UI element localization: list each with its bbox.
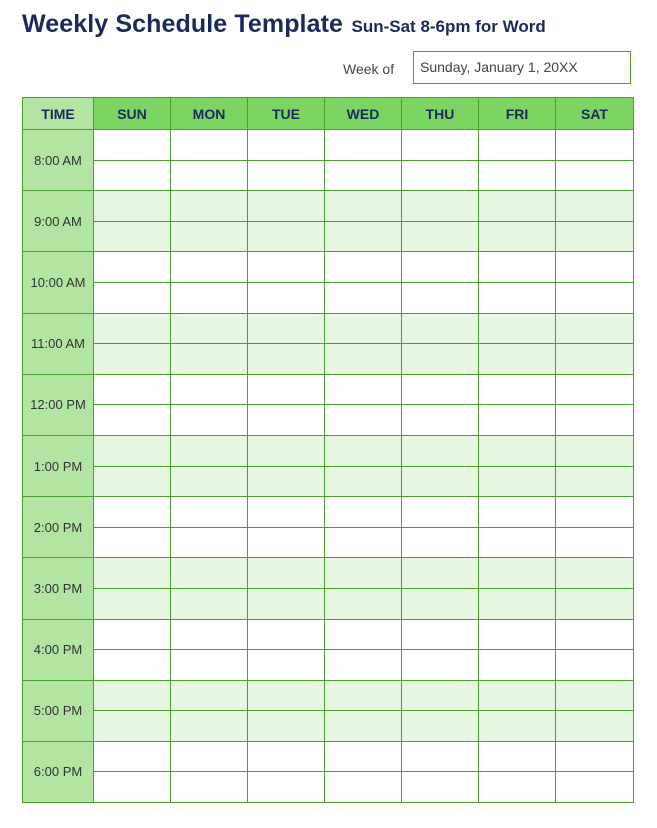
schedule-cell-sat[interactable] — [556, 741, 634, 772]
schedule-cell-wed[interactable] — [325, 221, 402, 252]
schedule-cell-sat[interactable] — [556, 772, 634, 803]
schedule-cell-tue[interactable] — [248, 711, 325, 742]
schedule-cell-sat[interactable] — [556, 558, 634, 589]
schedule-cell-wed[interactable] — [325, 558, 402, 589]
day-header-mon: MON — [171, 98, 248, 130]
schedule-cell-sun[interactable] — [94, 221, 171, 252]
schedule-cell-mon[interactable] — [171, 130, 248, 161]
schedule-cell-sun[interactable] — [94, 497, 171, 528]
time-slot-label: 4:00 PM — [23, 619, 94, 680]
schedule-row — [23, 711, 634, 742]
time-slot-label: 3:00 PM — [23, 558, 94, 619]
schedule-cell-tue[interactable] — [248, 313, 325, 344]
schedule-cell-thu[interactable] — [402, 435, 479, 466]
schedule-cell-thu[interactable] — [402, 711, 479, 742]
schedule-cell-sat[interactable] — [556, 160, 634, 191]
schedule-cell-wed[interactable] — [325, 405, 402, 436]
schedule-cell-mon[interactable] — [171, 619, 248, 650]
schedule-cell-fri[interactable] — [479, 191, 556, 222]
schedule-cell-sun[interactable] — [94, 130, 171, 161]
schedule-cell-fri[interactable] — [479, 435, 556, 466]
schedule-cell-sat[interactable] — [556, 130, 634, 161]
schedule-cell-fri[interactable] — [479, 252, 556, 283]
schedule-cell-tue[interactable] — [248, 130, 325, 161]
schedule-cell-fri[interactable] — [479, 558, 556, 589]
schedule-cell-sat[interactable] — [556, 466, 634, 497]
schedule-cell-tue[interactable] — [248, 650, 325, 681]
schedule-cell-thu[interactable] — [402, 313, 479, 344]
schedule-cell-fri[interactable] — [479, 772, 556, 803]
time-slot-label: 1:00 PM — [23, 435, 94, 496]
schedule-table — [22, 97, 634, 803]
schedule-cell-mon[interactable] — [171, 650, 248, 681]
time-slot-label: 6:00 PM — [23, 741, 94, 802]
schedule-cell-sun[interactable] — [94, 344, 171, 375]
schedule-cell-mon[interactable] — [171, 772, 248, 803]
schedule-cell-mon[interactable] — [171, 374, 248, 405]
schedule-cell-tue[interactable] — [248, 619, 325, 650]
schedule-cell-sun[interactable] — [94, 711, 171, 742]
schedule-cell-sat[interactable] — [556, 344, 634, 375]
time-slot-label: 2:00 PM — [23, 497, 94, 558]
schedule-cell-tue[interactable] — [248, 466, 325, 497]
schedule-cell-wed[interactable] — [325, 313, 402, 344]
schedule-row — [23, 282, 634, 313]
schedule-cell-sat[interactable] — [556, 191, 634, 222]
schedule-cell-tue[interactable] — [248, 558, 325, 589]
schedule-cell-tue[interactable] — [248, 405, 325, 436]
schedule-cell-sun[interactable] — [94, 741, 171, 772]
schedule-cell-wed[interactable] — [325, 282, 402, 313]
schedule-cell-wed[interactable] — [325, 741, 402, 772]
day-header-thu: THU — [402, 98, 479, 130]
schedule-row — [23, 558, 634, 589]
schedule-cell-sat[interactable] — [556, 527, 634, 558]
schedule-cell-sat[interactable] — [556, 313, 634, 344]
schedule-cell-thu[interactable] — [402, 527, 479, 558]
schedule-cell-mon[interactable] — [171, 497, 248, 528]
schedule-cell-mon[interactable] — [171, 252, 248, 283]
schedule-cell-wed[interactable] — [325, 252, 402, 283]
schedule-cell-sat[interactable] — [556, 374, 634, 405]
schedule-cell-thu[interactable] — [402, 466, 479, 497]
schedule-cell-mon[interactable] — [171, 344, 248, 375]
schedule-row — [23, 772, 634, 803]
schedule-row — [23, 435, 634, 466]
schedule-cell-mon[interactable] — [171, 680, 248, 711]
time-slot-label: 5:00 PM — [23, 680, 94, 741]
week-of-label: Week of — [343, 61, 395, 77]
schedule-cell-mon[interactable] — [171, 405, 248, 436]
schedule-cell-wed[interactable] — [325, 466, 402, 497]
schedule-row — [23, 497, 634, 528]
schedule-cell-thu[interactable] — [402, 221, 479, 252]
schedule-cell-sat[interactable] — [556, 588, 634, 619]
schedule-cell-thu[interactable] — [402, 650, 479, 681]
schedule-cell-sun[interactable] — [94, 160, 171, 191]
schedule-cell-wed[interactable] — [325, 497, 402, 528]
schedule-cell-fri[interactable] — [479, 619, 556, 650]
schedule-cell-tue[interactable] — [248, 160, 325, 191]
day-header-wed: WED — [325, 98, 402, 130]
schedule-cell-mon[interactable] — [171, 282, 248, 313]
schedule-cell-sun[interactable] — [94, 680, 171, 711]
schedule-cell-sun[interactable] — [94, 374, 171, 405]
schedule-cell-tue[interactable] — [248, 435, 325, 466]
schedule-cell-sat[interactable] — [556, 650, 634, 681]
schedule-cell-mon[interactable] — [171, 741, 248, 772]
schedule-cell-sat[interactable] — [556, 711, 634, 742]
schedule-cell-sat[interactable] — [556, 405, 634, 436]
schedule-cell-fri[interactable] — [479, 313, 556, 344]
document-title-row — [22, 10, 546, 39]
schedule-cell-tue[interactable] — [248, 282, 325, 313]
schedule-row — [23, 466, 634, 497]
page-title: Weekly Schedule Template — [22, 10, 344, 38]
schedule-cell-fri[interactable] — [479, 130, 556, 161]
schedule-cell-tue[interactable] — [248, 741, 325, 772]
schedule-cell-mon[interactable] — [171, 711, 248, 742]
schedule-cell-thu[interactable] — [402, 497, 479, 528]
schedule-cell-thu[interactable] — [402, 619, 479, 650]
schedule-cell-mon[interactable] — [171, 191, 248, 222]
schedule-cell-wed[interactable] — [325, 680, 402, 711]
schedule-cell-thu[interactable] — [402, 772, 479, 803]
schedule-cell-wed[interactable] — [325, 160, 402, 191]
schedule-cell-mon[interactable] — [171, 435, 248, 466]
schedule-cell-tue[interactable] — [248, 772, 325, 803]
schedule-row — [23, 405, 634, 436]
schedule-cell-fri[interactable] — [479, 374, 556, 405]
schedule-cell-wed[interactable] — [325, 130, 402, 161]
time-slot-label: 8:00 AM — [23, 130, 94, 191]
schedule-cell-fri[interactable] — [479, 650, 556, 681]
time-slot-label: 12:00 PM — [23, 374, 94, 435]
time-column-header: TIME — [23, 98, 94, 130]
schedule-row — [23, 252, 634, 283]
schedule-row — [23, 527, 634, 558]
schedule-cell-wed[interactable] — [325, 527, 402, 558]
schedule-cell-thu[interactable] — [402, 252, 479, 283]
schedule-cell-sat[interactable] — [556, 619, 634, 650]
schedule-cell-wed[interactable] — [325, 650, 402, 681]
schedule-cell-sat[interactable] — [556, 252, 634, 283]
schedule-row — [23, 130, 634, 161]
schedule-row — [23, 741, 634, 772]
schedule-cell-fri[interactable] — [479, 466, 556, 497]
schedule-cell-fri[interactable] — [479, 741, 556, 772]
schedule-cell-fri[interactable] — [479, 588, 556, 619]
schedule-cell-wed[interactable] — [325, 435, 402, 466]
schedule-cell-sun[interactable] — [94, 619, 171, 650]
schedule-cell-thu[interactable] — [402, 741, 479, 772]
time-slot-label: 10:00 AM — [23, 252, 94, 313]
schedule-cell-sun[interactable] — [94, 772, 171, 803]
schedule-row — [23, 650, 634, 681]
schedule-cell-wed[interactable] — [325, 588, 402, 619]
schedule-cell-wed[interactable] — [325, 711, 402, 742]
schedule-header-row — [23, 98, 634, 130]
week-of-field[interactable]: Sunday, January 1, 20XX — [413, 51, 631, 84]
schedule-cell-sun[interactable] — [94, 558, 171, 589]
schedule-cell-thu[interactable] — [402, 588, 479, 619]
page-subtitle: Sun-Sat 8-6pm for Word — [351, 17, 546, 36]
schedule-cell-thu[interactable] — [402, 130, 479, 161]
schedule-cell-tue[interactable] — [248, 344, 325, 375]
schedule-cell-sun[interactable] — [94, 252, 171, 283]
schedule-cell-wed[interactable] — [325, 344, 402, 375]
schedule-row — [23, 374, 634, 405]
schedule-cell-fri[interactable] — [479, 711, 556, 742]
schedule-cell-sun[interactable] — [94, 435, 171, 466]
schedule-row — [23, 680, 634, 711]
schedule-cell-wed[interactable] — [325, 772, 402, 803]
schedule-cell-sun[interactable] — [94, 282, 171, 313]
schedule-cell-tue[interactable] — [248, 252, 325, 283]
schedule-cell-tue[interactable] — [248, 221, 325, 252]
schedule-cell-sun[interactable] — [94, 405, 171, 436]
schedule-cell-mon[interactable] — [171, 558, 248, 589]
schedule-cell-thu[interactable] — [402, 405, 479, 436]
schedule-cell-mon[interactable] — [171, 527, 248, 558]
schedule-cell-sun[interactable] — [94, 191, 171, 222]
schedule-cell-thu[interactable] — [402, 191, 479, 222]
schedule-cell-sun[interactable] — [94, 588, 171, 619]
schedule-cell-wed[interactable] — [325, 374, 402, 405]
schedule-cell-tue[interactable] — [248, 588, 325, 619]
schedule-cell-sat[interactable] — [556, 282, 634, 313]
schedule-cell-thu[interactable] — [402, 160, 479, 191]
schedule-cell-sat[interactable] — [556, 435, 634, 466]
schedule-cell-thu[interactable] — [402, 558, 479, 589]
schedule-cell-mon[interactable] — [171, 160, 248, 191]
schedule-row — [23, 619, 634, 650]
schedule-cell-wed[interactable] — [325, 619, 402, 650]
day-header-tue: TUE — [248, 98, 325, 130]
schedule-body — [23, 130, 634, 803]
schedule-cell-tue[interactable] — [248, 374, 325, 405]
day-header-sat: SAT — [556, 98, 634, 130]
schedule-row — [23, 313, 634, 344]
schedule-cell-mon[interactable] — [171, 221, 248, 252]
schedule-row — [23, 221, 634, 252]
schedule-cell-thu[interactable] — [402, 680, 479, 711]
schedule-cell-fri[interactable] — [479, 344, 556, 375]
schedule-row — [23, 160, 634, 191]
schedule-cell-sun[interactable] — [94, 527, 171, 558]
schedule-cell-tue[interactable] — [248, 680, 325, 711]
schedule-cell-sat[interactable] — [556, 680, 634, 711]
schedule-cell-sun[interactable] — [94, 650, 171, 681]
schedule-cell-thu[interactable] — [402, 374, 479, 405]
schedule-row — [23, 191, 634, 222]
schedule-cell-fri[interactable] — [479, 527, 556, 558]
schedule-row — [23, 344, 634, 375]
day-header-fri: FRI — [479, 98, 556, 130]
schedule-cell-thu[interactable] — [402, 344, 479, 375]
schedule-cell-tue[interactable] — [248, 527, 325, 558]
schedule-cell-tue[interactable] — [248, 497, 325, 528]
schedule-cell-fri[interactable] — [479, 282, 556, 313]
schedule-cell-sat[interactable] — [556, 221, 634, 252]
schedule-cell-tue[interactable] — [248, 191, 325, 222]
schedule-cell-fri[interactable] — [479, 405, 556, 436]
schedule-cell-fri[interactable] — [479, 160, 556, 191]
schedule-cell-sun[interactable] — [94, 466, 171, 497]
time-slot-label: 11:00 AM — [23, 313, 94, 374]
day-header-sun: SUN — [94, 98, 171, 130]
schedule-cell-fri[interactable] — [479, 680, 556, 711]
schedule-cell-sat[interactable] — [556, 497, 634, 528]
schedule-cell-mon[interactable] — [171, 588, 248, 619]
schedule-cell-wed[interactable] — [325, 191, 402, 222]
schedule-cell-thu[interactable] — [402, 282, 479, 313]
schedule-cell-sun[interactable] — [94, 313, 171, 344]
schedule-cell-mon[interactable] — [171, 313, 248, 344]
schedule-cell-fri[interactable] — [479, 221, 556, 252]
schedule-row — [23, 588, 634, 619]
schedule-cell-fri[interactable] — [479, 497, 556, 528]
time-slot-label: 9:00 AM — [23, 191, 94, 252]
schedule-cell-mon[interactable] — [171, 466, 248, 497]
